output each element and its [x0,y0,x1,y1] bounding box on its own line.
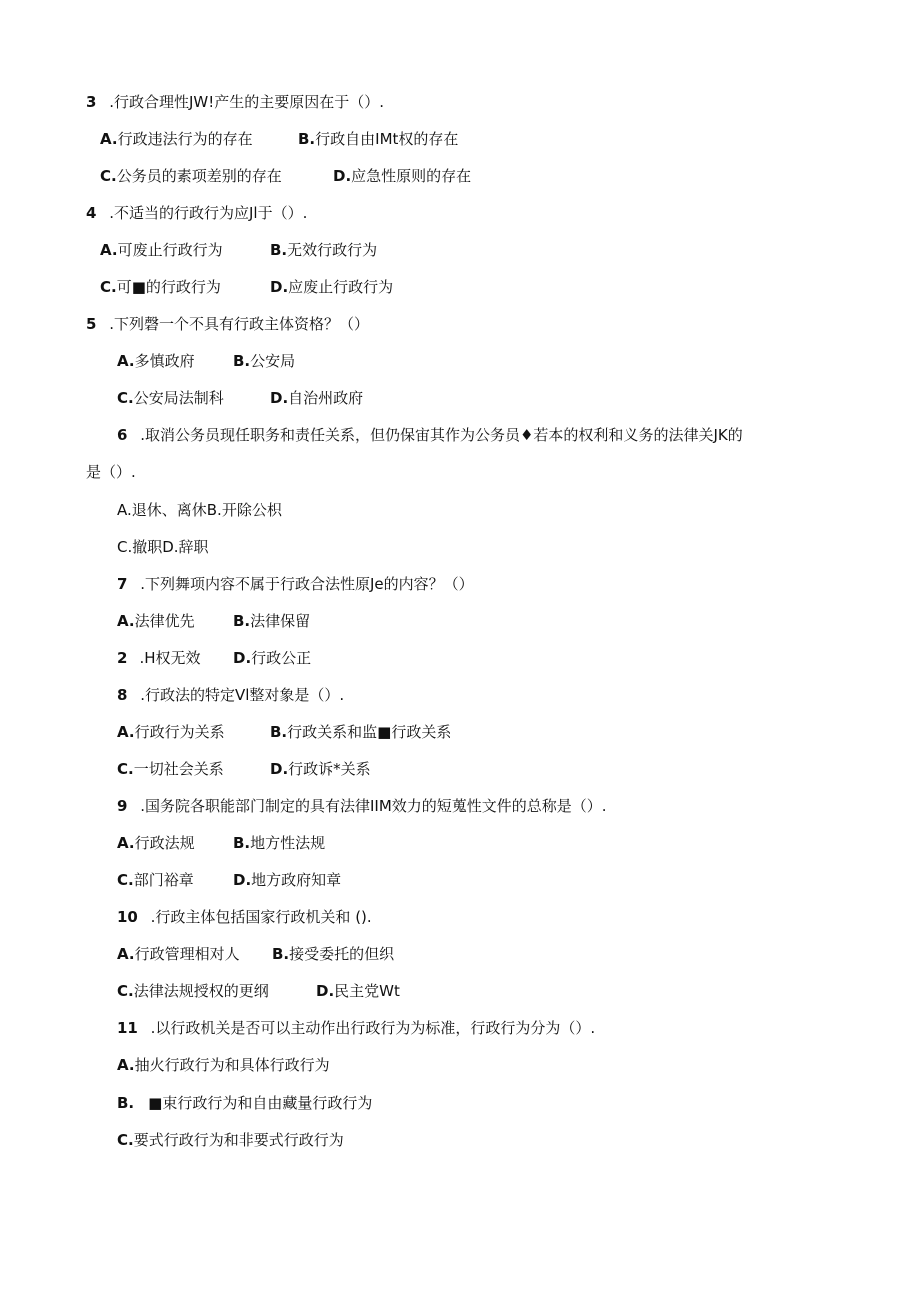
option-a [117,611,195,631]
option-text: 行政违法行为的存在 [117,130,253,148]
option-label: D. [270,389,289,407]
option-text: 法律优先 [134,612,195,630]
option-text: 接受委托的但织 [289,945,395,963]
option-a [117,351,195,371]
question-number: 10 [117,908,138,926]
option-text: 应急性原则的存在 [351,167,472,185]
option-label: C. [100,167,117,185]
question-number: 5 [86,315,97,333]
option-label: A. [117,1056,135,1074]
option-label: C. [100,278,117,296]
option-b [233,833,325,853]
option-a [100,129,253,149]
option-a [117,833,195,853]
option-text: 法律法规授权的更纲 [133,982,269,1000]
option-label: B. [270,241,288,259]
option-c [117,388,224,408]
option-label: C. [117,1131,134,1149]
option-text: 自治州政府 [288,389,364,407]
option-d [316,981,400,1001]
option-c [117,1130,344,1150]
option-text: C.撤职D.辞职 [117,538,209,556]
option-b [270,240,377,260]
option-text: 行政诉*关系 [288,760,371,778]
question-text: .以行政机关是否可以主动作出行政行为为标准，行政行为分为（）. [150,1019,596,1037]
question-text: .取消公务员现任职务和责任关系，但仍保宙其作为公务员♦若本的权利和义务的法律关JK的 [140,426,743,444]
option-text: 地方性法规 [250,834,326,852]
option-text: 要式行政行为和非要式行政行为 [133,1131,344,1149]
question-6 [117,425,743,445]
option-c [117,981,269,1001]
option-c [117,759,224,779]
option-label: A. [117,352,135,370]
option-text: 法律保留 [250,612,311,630]
option-label: D. [333,167,352,185]
question-number: 7 [117,575,128,593]
option-c [100,166,282,186]
option-label: A. [117,612,135,630]
question-number: 8 [117,686,128,704]
option-b [272,944,394,964]
question-9 [117,796,607,816]
option-text: 地方政府知章 [251,871,342,889]
option-b [270,722,451,742]
option-text: 应废止行政行为 [288,278,394,296]
option-label: A. [117,723,135,741]
question-text: .行政合理性JW!产生的主要原因在于（）. [109,93,385,111]
option-a [117,1055,330,1075]
option-label: B. [233,612,251,630]
option-label: C. [117,871,134,889]
option-text: 可废止行政行为 [117,241,223,259]
option-text: A.退休、离休B.开除公枳 [117,501,282,519]
option-text: 民主党Wt [334,982,400,1000]
question-3 [86,92,384,112]
question-text: .行政主体包括国家行政机关和 (). [150,908,372,926]
option-label: B. [270,723,288,741]
option-text: .H权无效 [139,649,201,667]
option-label: B. [233,352,251,370]
question-text: .下列磬一个不具有行政主体资格？（） [109,315,369,333]
question-number: 4 [86,204,97,222]
option-c [100,277,221,297]
question-10 [117,907,372,927]
question-number: 11 [117,1019,138,1037]
question-4 [86,203,307,223]
option-d [270,277,393,297]
option-label: B. [233,834,251,852]
option-label: C. [117,760,134,778]
question-text: .不适当的行政行为应Jl于（）. [109,204,308,222]
option-label: D. [270,760,289,778]
option-d [270,759,371,779]
option-b [117,1093,372,1113]
option-a [117,722,225,742]
option-text: 行政管理相对人 [134,945,240,963]
option-d [270,388,363,408]
option-label: A. [117,945,135,963]
option-label: C. [117,389,134,407]
option-text: 行政公正 [251,649,312,667]
option-a [100,240,223,260]
option-text: 部门裕章 [133,871,194,889]
option-text: 行政自由IMt权的存在 [315,130,459,148]
option-b [298,129,458,149]
option-label: A. [100,130,118,148]
option-text: 公安局 [250,352,296,370]
option-label: 2 [117,649,128,667]
option-label: C. [117,982,134,1000]
option-d [233,870,341,890]
option-text: 多慎政府 [134,352,195,370]
option-text: 无效行政行为 [287,241,378,259]
option-a [117,944,240,964]
question-text: .国务院各职能部门制定的具有法律IIM效力的短蒐性文件的总称是（）. [140,797,607,815]
question-5 [86,314,369,334]
option-label: A. [100,241,118,259]
option-text: 可■的行政行为 [116,278,221,296]
option-label: B. [272,945,290,963]
question-8 [117,685,344,705]
question-6-continuation [86,462,136,482]
option-text: 一切社会关系 [133,760,224,778]
option-ab [117,500,282,520]
option-text: ■束行政行为和自由藏量行政行为 [148,1094,373,1112]
option-text: 抽火行政行为和具体行政行为 [134,1056,330,1074]
option-c [117,870,194,890]
option-b [233,611,310,631]
option-label: D. [233,649,252,667]
option-label: D. [316,982,335,1000]
option-text: 行政关系和监■行政关系 [287,723,452,741]
question-7 [117,574,474,594]
option-label: D. [270,278,289,296]
option-label: A. [117,834,135,852]
question-text: .行政法的特定Vl整对象是（）. [140,686,345,704]
option-d [233,648,311,668]
question-number: 9 [117,797,128,815]
option-cd [117,537,209,557]
option-text: 公安局法制科 [133,389,224,407]
option-text: 公务员的素项差别的存在 [116,167,282,185]
option-b [233,351,295,371]
option-text: 行政法规 [134,834,195,852]
option-c [117,648,201,668]
option-label: B. [298,130,316,148]
option-label: B. [117,1094,135,1112]
question-number: 3 [86,93,97,111]
option-label: D. [233,871,252,889]
question-text: .下列舞项内容不属于行政合法性原Je的内容？（） [140,575,474,593]
option-text: 行政行为关系 [134,723,225,741]
question-text-continuation: 是（）. [86,463,136,481]
question-number: 6 [117,426,128,444]
option-d [333,166,471,186]
question-11 [117,1018,595,1038]
